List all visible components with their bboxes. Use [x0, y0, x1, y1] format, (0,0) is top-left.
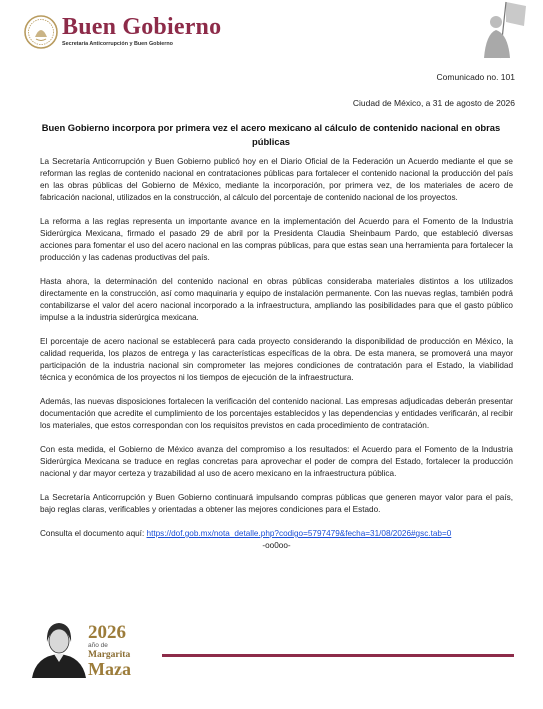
margarita-maza-portrait-icon [30, 616, 88, 678]
communique-number: Comunicado no. 101 [436, 72, 515, 82]
header [0, 0, 543, 70]
paragraph: La reforma a las reglas representa un importante avance en la implementación del Acuerdo para el Fomento de la Industria Siderúrgica Mexicana, firmado el pasado 29 de abril por la Presidenta Claudia Sheinbaum Pardo, que estableció diversas acciones para fomentar el uso del acero nacional en las compras públicas, para que estas sean una herramienta para fortalecer la producción y las cadenas productivas del país. [40, 217, 513, 262]
document-body [40, 156, 513, 552]
heroine-flag-illustration-icon [476, 0, 528, 60]
brand-name: Buen Gobierno [62, 14, 222, 40]
end-mark: -oo0oo- [262, 541, 291, 550]
brand [62, 14, 221, 47]
honoree-first-name: Margarita [88, 650, 131, 660]
paragraph: Con esta medida, el Gobierno de México avanza del compromiso a los resultados: el Acuerdo para el Fomento de la Industria Siderúrgica Mexicana se traduce en reglas concretas para aprovechar el poder de compra del Estado, fortalecer la producción nacional y dar mayor certeza y trazabilidad al uso de acero mexicano en la infraestructura pública. [40, 445, 513, 478]
document-title: Buen Gobierno incorpora por primera vez el acero mexicano al cálculo de contenido nacional en obras públicas [41, 122, 501, 147]
year-caption: año de [88, 642, 108, 649]
paragraph: El porcentaje de acero nacional se establecerá para cada proyecto considerando la disponibilidad de producción en México, la calidad requerida, los plazos de entrega y las características específicas de la obra. De esta manera, se promoverá una mayor participación de la industria nacional sin comprometer las mejores condiciones de contratación para el Estado, la viabilidad técnica y económica de los proyectos ni los tiempos de ejecución de la infraestructura. [40, 337, 513, 382]
place-date: Ciudad de México, a 31 de agosto de 2026 [352, 98, 515, 108]
paragraph: Hasta ahora, la determinación del contenido nacional en obras públicas consideraba materiales distintos a los utilizados directamente en la construcción, así como maquinaria y equipo de instalación permanente. Con las nuevas reglas, también podrá contabilizarse el valor del acero nacional incorporado a la infraestructura, ampliando las posibilidades para que el gasto público impulse a la industria siderúrgica mexicana. [40, 277, 513, 322]
honoree-last-name: Maza [88, 659, 131, 679]
commemorative-year [88, 624, 131, 678]
brand-subtitle: Secretaría Anticorrupción y Buen Gobierno [62, 41, 173, 47]
paragraph: Además, las nuevas disposiciones fortalecen la verificación del contenido nacional. Las empresas adjudicadas deberán presentar documentación que acredite el cumplimiento de los porcentajes establecidos y las dependencias y entidades verificarán, al recibir los materiales, que estos correspondan con los requisitos previstos en cada procedimiento de contratación. [40, 397, 513, 430]
paragraph: La Secretaría Anticorrupción y Buen Gobierno publicó hoy en el Diario Oficial de la Federación un Acuerdo mediante el que se reforman las reglas de contenido nacional en contrataciones públicas para fortalecer el contenido nacional la producción del país en las obras públicas del Gobierno de México, mediante la incorporación, por primera vez, de los materiales de acero de fabricación nacional, utilizados en la construcción, al cálculo del porcentaje de contenido nacional de los proyectos. [40, 157, 513, 202]
national-seal-icon [24, 15, 58, 49]
dof-document-link[interactable]: https://dof.gob.mx/nota_detalle.php?codigo=5797479&fecha=31/08/2026#gsc.tab=0 [146, 529, 452, 538]
footer-divider [162, 654, 514, 657]
document-link-line [40, 528, 513, 540]
link-prefix: Consulta el documento aquí: [40, 529, 147, 538]
paragraph: La Secretaría Anticorrupción y Buen Gobierno continuará impulsando compras públicas que generen mayor valor para el país, bajo reglas claras, verificables y orientadas a obtener las mejores condiciones para el Estado. [40, 493, 513, 514]
year-number: 2026 [88, 622, 126, 643]
